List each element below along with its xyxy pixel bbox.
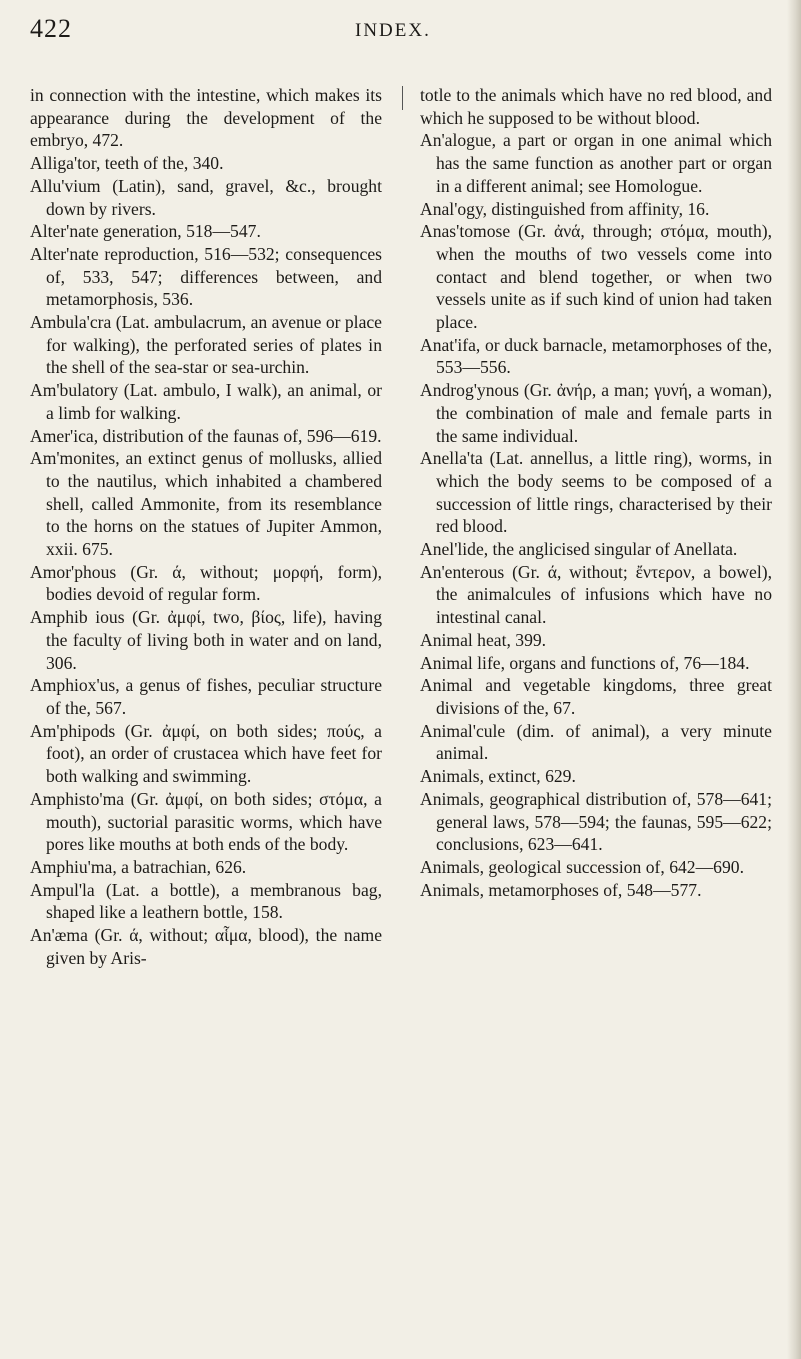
index-entry: Amor'phous (Gr. ά, without; μορφή, form), bodies devoid of regular form. (30, 561, 382, 605)
index-entry: in connection with the intestine, which makes its appearance during the development of the embryo, 472. (30, 85, 382, 151)
index-entry: Allu'vium (Latin), sand, gravel, &c., brought down by rivers. (30, 175, 382, 219)
right-column (420, 84, 772, 901)
index-entry: Anat'ifa, or duck barnacle, metamorphoses of the, 553—556. (420, 334, 772, 378)
index-entry: An'enterous (Gr. ά, without; ἔντερον, a bowel), the animalcules of infusions which have no intestinal canal. (420, 561, 772, 628)
index-entry: Animal and vegetable kingdoms, three great divisions of the, 67. (420, 675, 772, 718)
index-entry: Amphib ious (Gr. ἀμφί, two, βίος, life), having the faculty of living both in water and on land, 306. (30, 607, 382, 673)
index-entry: Animal heat, 399. (420, 629, 547, 650)
index-entry: Anella'ta (Lat. annellus, a little ring), worms, in which the body seems to be composed of a succession of little rings, characterised by their red blood. (420, 448, 772, 537)
index-entry: Animals, extinct, 629. (420, 766, 576, 787)
index-entry: Animals, geographical distribution of, 578—641; general laws, 578—594; the faunas, 595—622; conclusions, 623—641. (420, 788, 772, 855)
index-entry: Amphiox'us, a genus of fishes, peculiar structure of the, 567. (30, 675, 382, 718)
index-entry: Alter'nate generation, 518—547. (30, 221, 261, 242)
page-header (0, 14, 801, 54)
index-entry: Am'monites, an extinct genus of mollusks, allied to the nautilus, which inhabited a chambered shell, called Ammonite, from its resemblance to the horns on the statues of Jupiter Ammon, xxii. 675. (30, 448, 382, 560)
page-number: 422 (30, 14, 72, 43)
page-edge-shadow (787, 0, 801, 1359)
index-entry: Anal'ogy, distinguished from affinity, 16. (420, 198, 710, 219)
index-entry: Androg'ynous (Gr. ἀνήρ, a man; γυνή, a woman), the combination of male and female parts in the same individual. (420, 380, 772, 446)
running-head: INDEX. (355, 20, 431, 41)
index-entry: Animal life, organs and functions of, 76—184. (420, 652, 750, 673)
index-entry: Am'phipods (Gr. ἀμφί, on both sides; πούς, a foot), an order of crustacea which have feet for both walking and swimming. (30, 720, 382, 787)
index-entry: Ambula'cra (Lat. ambulacrum, an avenue or place for walking), the perforated series of plates in the shell of the sea-star or sea-urchin. (30, 312, 382, 378)
index-entry: Animal'cule (dim. of animal), a very minute animal. (420, 720, 772, 764)
index-entry: Animals, metamorphoses of, 548—577. (420, 879, 702, 900)
index-entry: Am'bulatory (Lat. ambulo, I walk), an animal, or a limb for walking. (30, 380, 382, 423)
index-entry: Amphisto'ma (Gr. ἀμφί, on both sides; στόμα, a mouth), suctorial parasitic worms, which have pores like mouths at both ends of the body. (30, 788, 382, 855)
index-entry: Amphiu'ma, a batrachian, 626. (30, 856, 247, 877)
index-entry: Anel'lide, the anglicised singular of Anellata. (420, 539, 738, 560)
index-entry: Ampul'la (Lat. a bottle), a membranous bag, shaped like a leathern bottle, 158. (30, 879, 382, 923)
column-divider (402, 86, 403, 110)
index-entry: Alliga'tor, teeth of the, 340. (30, 153, 224, 174)
index-entry: Animals, geological succession of, 642—690. (420, 856, 744, 877)
index-entry: totle to the animals which have no red blood, and which he supposed to be without blood. (420, 85, 772, 128)
index-entry: Anas'tomose (Gr. ἀνά, through; στόμα, mouth), when the mouths of two vessels come into contact and blend together, or when two vessels unite as if such kind of union had taken place. (420, 221, 772, 333)
left-column (30, 84, 382, 969)
index-entry: Alter'nate reproduction, 516—532; consequences of, 533, 547; differences between, and metamorphosis, 536. (30, 243, 382, 310)
index-entry: Amer'ica, distribution of the faunas of, 596—619. (30, 425, 382, 446)
index-entry: An'alogue, a part or organ in one animal which has the same function as another part or organ in a different animal; see Homologue. (420, 130, 772, 196)
index-entry: An'æma (Gr. ά, without; αἷμα, blood), the name given by Aris- (30, 925, 382, 968)
